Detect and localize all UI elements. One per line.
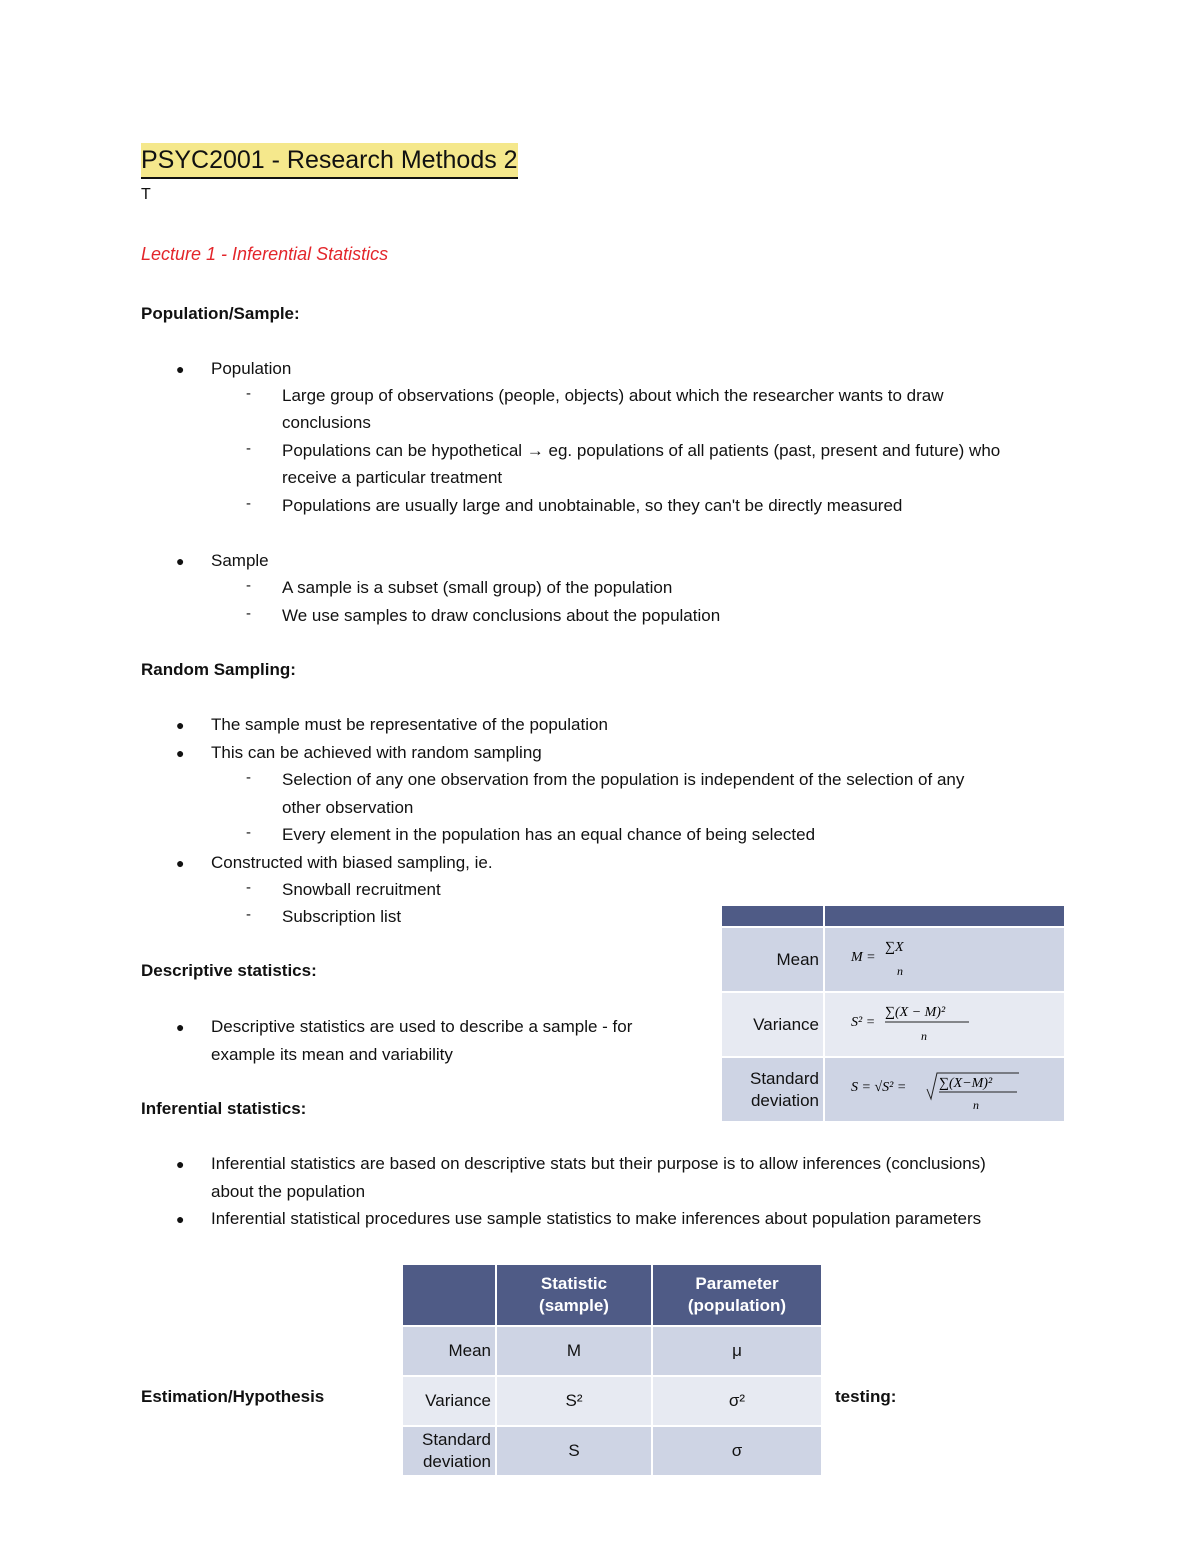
formula-header-cell	[721, 905, 824, 927]
table-row	[402, 1426, 822, 1476]
dash-icon: -	[246, 385, 251, 402]
parameter-cell: σ	[652, 1426, 822, 1476]
table-row	[402, 1376, 822, 1426]
statistic-cell: M	[496, 1326, 652, 1376]
population-point: Populations can be hypothetical → eg. populations of all patients (past, present and future) who	[282, 441, 1001, 460]
bullet-representative: The sample must be representative of the population	[211, 715, 608, 734]
variance-lhs: S² =	[851, 1015, 876, 1030]
sd-lhs: S = √S² =	[851, 1080, 907, 1095]
formula-variance	[824, 992, 1065, 1057]
statistic-cell: S	[496, 1426, 652, 1476]
statistic-parameter-table	[401, 1263, 823, 1477]
formula-label: Mean	[721, 927, 824, 992]
parameter-header-line1: Parameter	[695, 1274, 779, 1293]
random-sampling-point: Selection of any one observation from the population is independent of the selection of any	[282, 770, 965, 789]
dash-icon: -	[246, 769, 251, 786]
descriptive-point-cont: example its mean and variability	[211, 1045, 453, 1064]
statistic-cell: S²	[496, 1376, 652, 1426]
lecture-title: Lecture 1 - Inferential Statistics	[141, 244, 389, 264]
formula-sd	[824, 1057, 1065, 1122]
formula-label: Variance	[721, 992, 824, 1057]
heading-inferential: Inferential statistics:	[141, 1099, 307, 1118]
population-point: Populations are usually large and unobtainable, so they can't be directly measured	[282, 496, 903, 515]
dash-icon: -	[246, 495, 251, 512]
population-point: Large group of observations (people, objects) about which the researcher wants to draw	[282, 386, 944, 405]
biased-sampling-point: Subscription list	[282, 907, 402, 926]
bullet-random-sampling: This can be achieved with random sampling	[211, 743, 542, 762]
population-point-cont: receive a particular treatment	[282, 468, 503, 487]
variance-formula-svg	[847, 994, 1047, 1050]
random-sampling-point: Every element in the population has an equal chance of being selected	[282, 825, 816, 844]
row-label-line2: deviation	[422, 1452, 491, 1471]
dash-icon: -	[246, 577, 251, 594]
formula-label-sd	[721, 1057, 824, 1122]
stat-header-empty	[402, 1264, 496, 1326]
stat-header-parameter	[652, 1264, 822, 1326]
table-row	[402, 1326, 822, 1376]
document-title	[141, 143, 518, 179]
bullet-icon: ●	[176, 553, 185, 569]
mean-lhs: M =	[851, 950, 876, 965]
mean-formula-svg	[847, 929, 1047, 985]
row-label: Mean	[402, 1326, 496, 1376]
sample-point: We use samples to draw conclusions about the population	[282, 606, 721, 625]
stat-header-statistic	[496, 1264, 652, 1326]
title-text: PSYC2001 - Research Methods 2	[141, 146, 518, 174]
inferential-point: Inferential statistical procedures use sample statistics to make inferences about population parameters	[211, 1209, 982, 1228]
heading-descriptive: Descriptive statistics:	[141, 961, 317, 980]
heading-population-sample: Population/Sample:	[141, 304, 300, 323]
population-point-cont: conclusions	[282, 413, 371, 432]
dash-icon: -	[246, 906, 251, 923]
sd-formula-svg	[847, 1059, 1047, 1115]
bullet-icon: ●	[176, 1019, 185, 1035]
mean-denominator: n	[897, 964, 903, 978]
heading-estimation-cont: testing:	[835, 1387, 897, 1406]
biased-sampling-point: Snowball recruitment	[282, 880, 441, 899]
formula-mean	[824, 927, 1065, 992]
parameter-header-line2: (population)	[687, 1296, 787, 1315]
random-sampling-point-cont: other observation	[282, 798, 414, 817]
formula-table	[720, 904, 1066, 1123]
sd-label-line1: Standard	[750, 1068, 819, 1088]
dash-icon: -	[246, 879, 251, 896]
bullet-icon: ●	[176, 717, 185, 733]
sd-label-line2: deviation	[750, 1090, 819, 1110]
parameter-cell: σ²	[652, 1376, 822, 1426]
sample-point: A sample is a subset (small group) of the population	[282, 578, 673, 597]
variance-denominator: n	[921, 1029, 927, 1043]
inferential-point: Inferential statistics are based on descriptive stats but their purpose is to allow inferences (conclusions)	[211, 1154, 986, 1173]
bullet-icon: ●	[176, 1211, 185, 1227]
sd-denominator: n	[973, 1098, 979, 1112]
bullet-icon: ●	[176, 361, 185, 377]
stray-character: T	[141, 186, 151, 203]
variance-numerator: ∑(X − M)²	[885, 1005, 946, 1020]
dash-icon: -	[246, 440, 251, 457]
dash-icon: -	[246, 605, 251, 622]
mean-numerator: ∑X	[885, 940, 904, 955]
bullet-icon: ●	[176, 1156, 185, 1172]
formula-header-cell	[824, 905, 1065, 927]
heading-estimation: Estimation/Hypothesis	[141, 1387, 325, 1406]
bullet-icon: ●	[176, 745, 185, 761]
row-label-sd	[402, 1426, 496, 1476]
parameter-cell: μ	[652, 1326, 822, 1376]
descriptive-point: Descriptive statistics are used to describe a sample - for	[211, 1017, 633, 1036]
sd-numerator: ∑(X−M)²	[939, 1076, 993, 1091]
bullet-sample: Sample	[211, 551, 269, 570]
dash-icon: -	[246, 824, 251, 841]
bullet-biased-sampling: Constructed with biased sampling, ie.	[211, 853, 493, 872]
heading-random-sampling: Random Sampling:	[141, 660, 296, 679]
statistic-header-line1: Statistic	[540, 1274, 608, 1293]
row-label: Variance	[402, 1376, 496, 1426]
bullet-icon: ●	[176, 855, 185, 871]
statistic-header-line2: (sample)	[539, 1296, 609, 1315]
inferential-point-cont: about the population	[211, 1182, 366, 1201]
bullet-population: Population	[211, 359, 292, 378]
row-label-line1: Standard	[422, 1430, 491, 1449]
